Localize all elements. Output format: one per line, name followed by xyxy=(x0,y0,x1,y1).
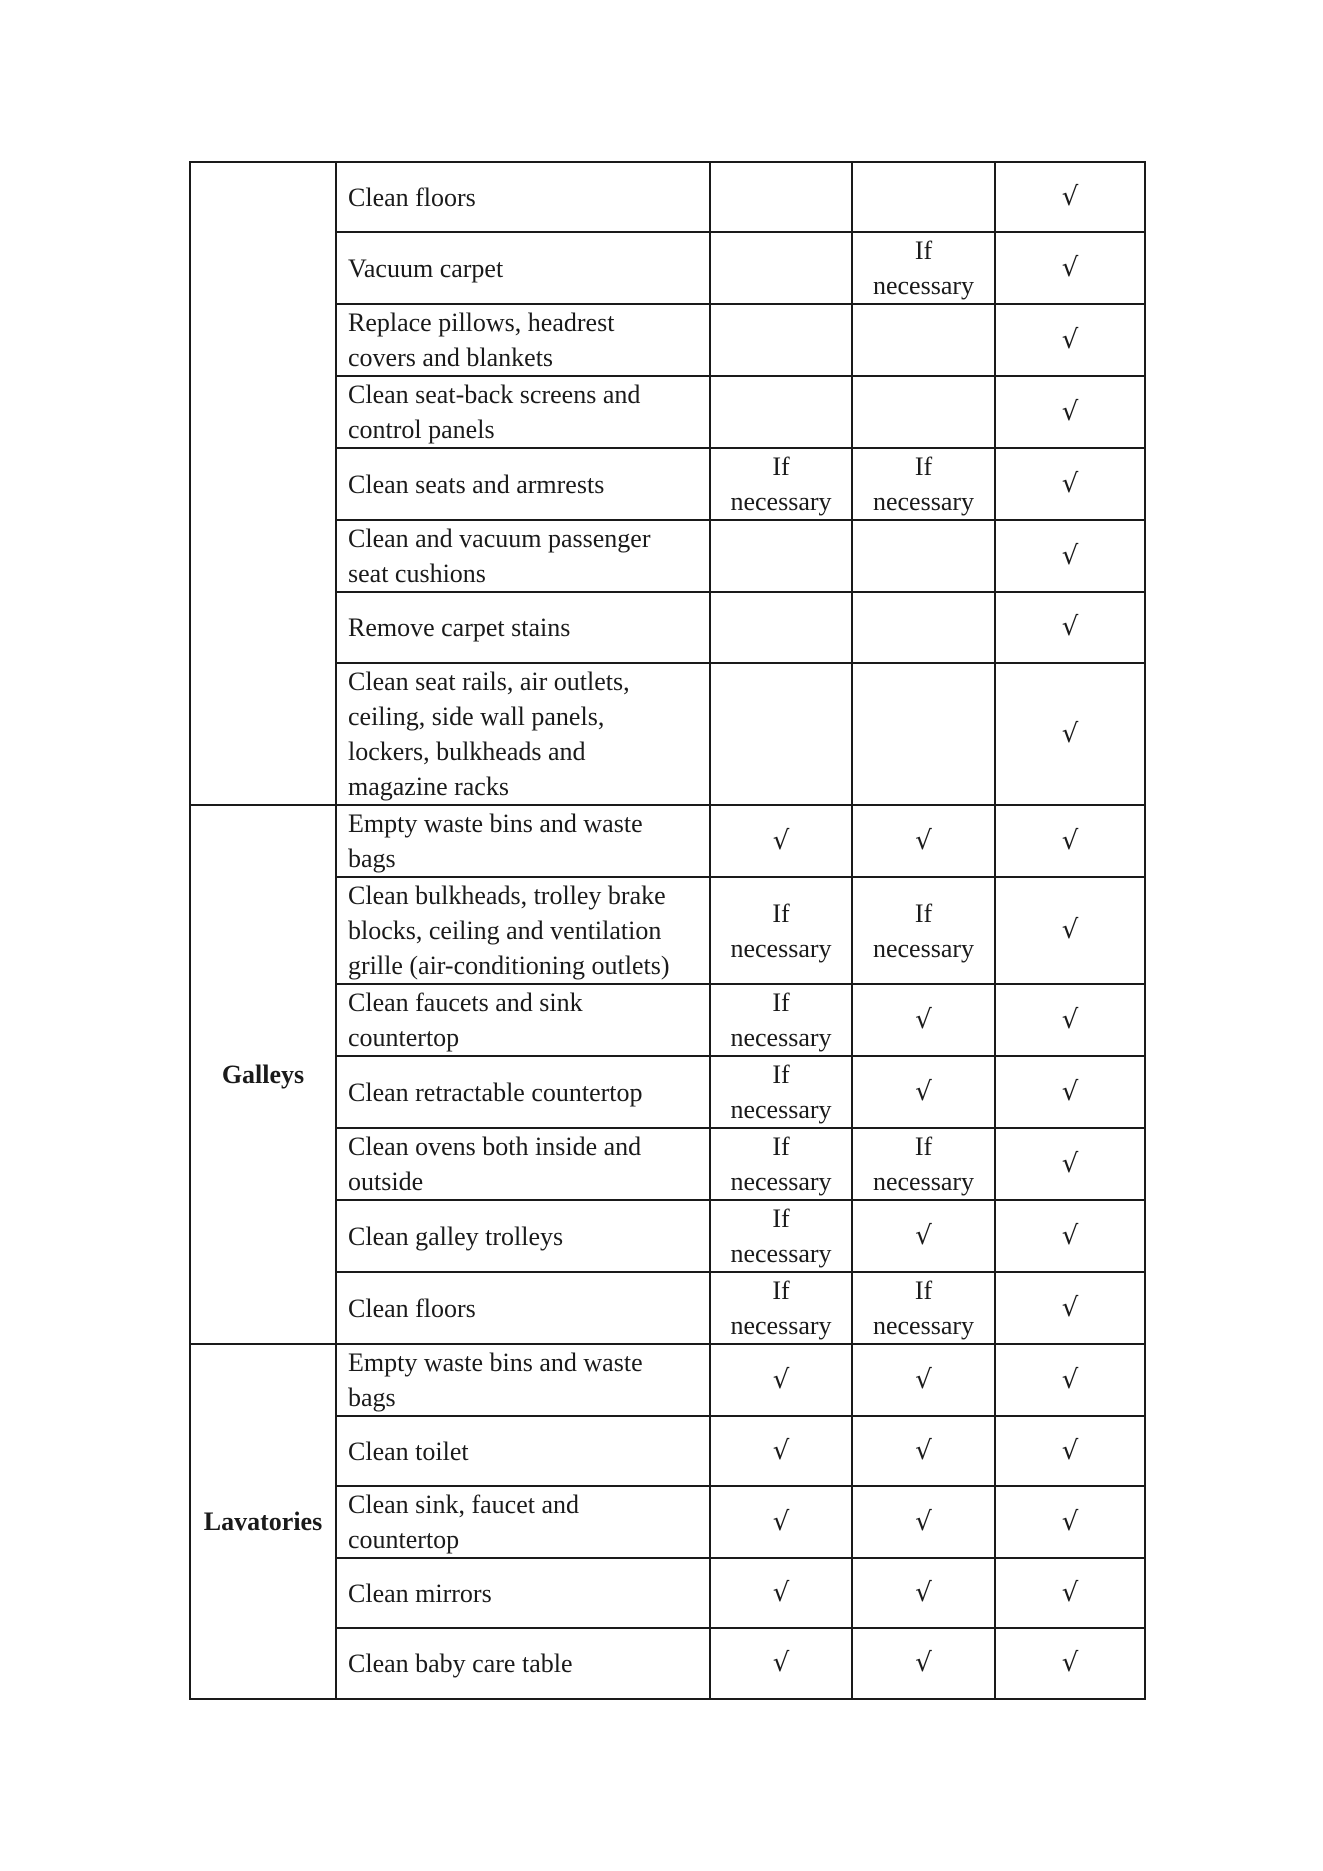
frequency-cell-3: √ xyxy=(995,1486,1145,1558)
frequency-cell-1 xyxy=(710,663,852,805)
frequency-cell-1: √ xyxy=(710,1628,852,1699)
frequency-cell-3: √ xyxy=(995,162,1145,232)
task-cell: Clean bulkheads, trolley brake blocks, ceiling and ventilation grille (air-conditioning outlets) xyxy=(336,877,710,984)
task-cell: Clean seat rails, air outlets, ceiling, side wall panels, lockers, bulkheads and magazine racks xyxy=(336,663,710,805)
task-cell: Clean seat-back screens and control panels xyxy=(336,376,710,448)
frequency-cell-3: √ xyxy=(995,448,1145,520)
frequency-cell-2 xyxy=(852,663,995,805)
task-cell: Clean ovens both inside and outside xyxy=(336,1128,710,1200)
frequency-cell-3: √ xyxy=(995,984,1145,1056)
task-cell: Clean toilet xyxy=(336,1416,710,1486)
frequency-cell-3: √ xyxy=(995,877,1145,984)
frequency-cell-3: √ xyxy=(995,663,1145,805)
frequency-cell-1 xyxy=(710,376,852,448)
frequency-cell-1: If necessary xyxy=(710,1128,852,1200)
frequency-cell-3: √ xyxy=(995,1056,1145,1128)
frequency-cell-1 xyxy=(710,162,852,232)
frequency-cell-2: √ xyxy=(852,1056,995,1128)
frequency-cell-2 xyxy=(852,304,995,376)
frequency-cell-3: √ xyxy=(995,805,1145,877)
frequency-cell-1: If necessary xyxy=(710,877,852,984)
task-cell: Empty waste bins and waste bags xyxy=(336,805,710,877)
frequency-cell-3: √ xyxy=(995,304,1145,376)
task-cell: Remove carpet stains xyxy=(336,592,710,663)
frequency-cell-1: √ xyxy=(710,1486,852,1558)
frequency-cell-2: √ xyxy=(852,1344,995,1416)
frequency-cell-2: If necessary xyxy=(852,877,995,984)
frequency-cell-2: √ xyxy=(852,984,995,1056)
frequency-cell-2: If necessary xyxy=(852,1128,995,1200)
task-cell: Clean mirrors xyxy=(336,1558,710,1628)
frequency-cell-2: √ xyxy=(852,1200,995,1272)
frequency-cell-3: √ xyxy=(995,1558,1145,1628)
frequency-cell-1 xyxy=(710,592,852,663)
task-cell: Clean galley trolleys xyxy=(336,1200,710,1272)
frequency-cell-2: √ xyxy=(852,1558,995,1628)
frequency-cell-1: If necessary xyxy=(710,984,852,1056)
task-cell: Clean faucets and sink countertop xyxy=(336,984,710,1056)
frequency-cell-3: √ xyxy=(995,1128,1145,1200)
frequency-cell-1: √ xyxy=(710,1416,852,1486)
task-cell: Replace pillows, headrest covers and blankets xyxy=(336,304,710,376)
frequency-cell-2 xyxy=(852,520,995,592)
frequency-cell-2: √ xyxy=(852,1486,995,1558)
frequency-cell-2: √ xyxy=(852,1416,995,1486)
frequency-cell-1 xyxy=(710,232,852,304)
frequency-cell-3: √ xyxy=(995,520,1145,592)
frequency-cell-3: √ xyxy=(995,1416,1145,1486)
task-cell: Clean sink, faucet and countertop xyxy=(336,1486,710,1558)
frequency-cell-1: If necessary xyxy=(710,1272,852,1344)
frequency-cell-2: If necessary xyxy=(852,232,995,304)
frequency-cell-2 xyxy=(852,592,995,663)
frequency-cell-2: If necessary xyxy=(852,448,995,520)
task-cell: Vacuum carpet xyxy=(336,232,710,304)
cleaning-schedule-table xyxy=(189,161,1146,1700)
frequency-cell-3: √ xyxy=(995,376,1145,448)
frequency-cell-1: If necessary xyxy=(710,1056,852,1128)
frequency-cell-3: √ xyxy=(995,1200,1145,1272)
area-label: Galleys xyxy=(190,805,336,1344)
task-cell: Clean baby care table xyxy=(336,1628,710,1699)
frequency-cell-1 xyxy=(710,304,852,376)
frequency-cell-2: √ xyxy=(852,805,995,877)
frequency-cell-3: √ xyxy=(995,232,1145,304)
frequency-cell-1: √ xyxy=(710,1344,852,1416)
task-cell: Empty waste bins and waste bags xyxy=(336,1344,710,1416)
task-cell: Clean retractable countertop xyxy=(336,1056,710,1128)
frequency-cell-2: √ xyxy=(852,1628,995,1699)
area-label: Lavatories xyxy=(190,1344,336,1699)
frequency-cell-1: √ xyxy=(710,1558,852,1628)
frequency-cell-3: √ xyxy=(995,592,1145,663)
area-label xyxy=(190,162,336,805)
task-cell: Clean floors xyxy=(336,1272,710,1344)
frequency-cell-1: If necessary xyxy=(710,448,852,520)
frequency-cell-1 xyxy=(710,520,852,592)
frequency-cell-2: If necessary xyxy=(852,1272,995,1344)
frequency-cell-3: √ xyxy=(995,1272,1145,1344)
task-cell: Clean seats and armrests xyxy=(336,448,710,520)
frequency-cell-2 xyxy=(852,162,995,232)
table-row xyxy=(190,162,1145,232)
table-row xyxy=(190,1344,1145,1416)
frequency-cell-2 xyxy=(852,376,995,448)
frequency-cell-3: √ xyxy=(995,1344,1145,1416)
frequency-cell-1: If necessary xyxy=(710,1200,852,1272)
table-row xyxy=(190,805,1145,877)
frequency-cell-3: √ xyxy=(995,1628,1145,1699)
frequency-cell-1: √ xyxy=(710,805,852,877)
task-cell: Clean and vacuum passenger seat cushions xyxy=(336,520,710,592)
task-cell: Clean floors xyxy=(336,162,710,232)
